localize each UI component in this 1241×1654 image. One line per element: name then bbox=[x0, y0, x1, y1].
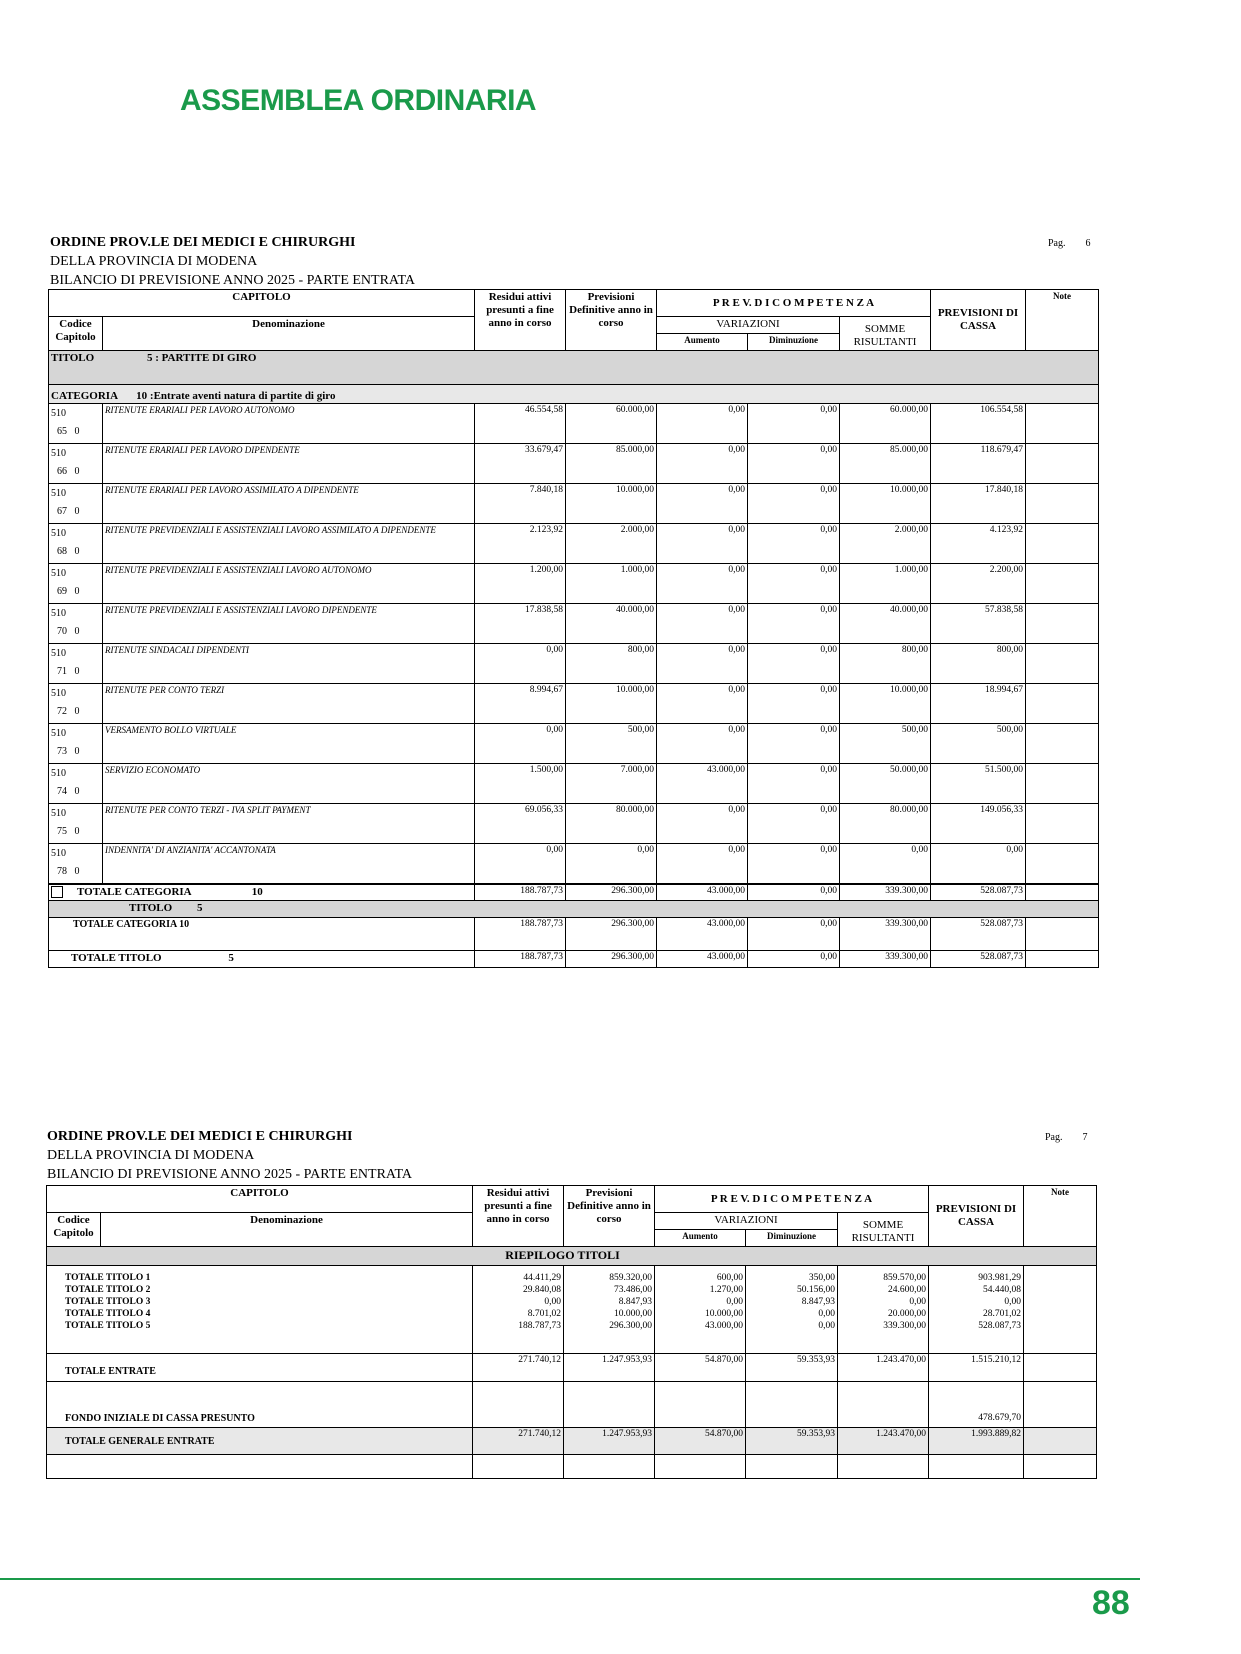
org-name: ORDINE PROV.LE DEI MEDICI E CHIRURGHI bbox=[47, 1129, 353, 1144]
titoli-labels bbox=[47, 1266, 473, 1354]
col-previsioni-def: Previsioni Definitive anno in corso bbox=[564, 1186, 655, 1247]
denominazione-cell: RITENUTE ERARIALI PER LAVORO AUTONOMO bbox=[103, 404, 475, 444]
denominazione-cell: RITENUTE ERARIALI PER LAVORO ASSIMILATO A DIPENDENTE bbox=[103, 484, 475, 524]
col-aumento: Aumento bbox=[655, 1230, 746, 1247]
codice-main: 510 bbox=[51, 688, 66, 699]
diminuzione-cell: 0,00 bbox=[748, 644, 840, 684]
fondo-label: FONDO INIZIALE DI CASSA PRESUNTO bbox=[47, 1382, 473, 1428]
tc10-residui: 188.787,73 bbox=[475, 918, 566, 951]
codice-cell bbox=[49, 604, 103, 644]
table-row bbox=[49, 484, 1099, 524]
categoria-label: CATEGORIA bbox=[51, 390, 118, 402]
titolo-total-value: 10.000,00 bbox=[705, 1309, 744, 1319]
col-prev-cassa: PREVISIONI DI CASSA bbox=[931, 290, 1026, 351]
totale-cat10-label: TOTALE CATEGORIA 10 bbox=[49, 918, 475, 951]
aumento-cell: 0,00 bbox=[657, 684, 748, 724]
somme-cell: 500,00 bbox=[840, 724, 931, 764]
codice-main: 510 bbox=[51, 408, 66, 419]
residui-cell: 17.838,58 bbox=[475, 604, 566, 644]
titoli-cassa bbox=[929, 1266, 1024, 1354]
aumento-cell: 43.000,00 bbox=[657, 764, 748, 804]
tc10-somme: 339.300,00 bbox=[840, 918, 931, 951]
tt-aum: 43.000,00 bbox=[657, 951, 748, 968]
previsioni-cell: 7.000,00 bbox=[566, 764, 657, 804]
somme-cell: 50.000,00 bbox=[840, 764, 931, 804]
note-cell bbox=[1026, 684, 1099, 724]
col-diminuzione: Diminuzione bbox=[746, 1230, 838, 1247]
note-cell bbox=[1026, 644, 1099, 684]
titolo-sub-row bbox=[49, 901, 1099, 918]
col-somme: SOMME RISULTANTI bbox=[840, 317, 931, 351]
tt-somme: 339.300,00 bbox=[840, 951, 931, 968]
page-number: 88 bbox=[1092, 1584, 1130, 1622]
tc10-prev: 296.300,00 bbox=[566, 918, 657, 951]
col-note: Note bbox=[1026, 290, 1099, 351]
note-cell bbox=[1026, 444, 1099, 484]
titolo-total-value: 188.787,73 bbox=[518, 1321, 562, 1331]
previsioni-cell: 60.000,00 bbox=[566, 404, 657, 444]
residui-cell: 46.554,58 bbox=[475, 404, 566, 444]
tc10-aum: 43.000,00 bbox=[657, 918, 748, 951]
cassa-cell: 0,00 bbox=[931, 844, 1026, 884]
note-cell bbox=[1026, 564, 1099, 604]
checkbox-icon bbox=[51, 886, 63, 898]
col-prev-cassa: PREVISIONI DI CASSA bbox=[929, 1186, 1024, 1247]
codice-sub: 78 0 bbox=[57, 866, 80, 877]
page-ref-2 bbox=[1045, 1132, 1088, 1143]
titolo-row bbox=[49, 351, 1099, 385]
titolo-total-label: TOTALE TITOLO 1 bbox=[65, 1273, 151, 1283]
totale-titolo-num: 5 bbox=[228, 952, 234, 964]
budget-table-1 bbox=[48, 289, 1099, 968]
col-denominazione: Denominazione bbox=[101, 1213, 473, 1247]
codice-cell bbox=[49, 404, 103, 444]
titolo-total-value: 296.300,00 bbox=[609, 1321, 653, 1331]
cassa-cell: 17.840,18 bbox=[931, 484, 1026, 524]
previsioni-cell: 10.000,00 bbox=[566, 684, 657, 724]
table-row bbox=[49, 684, 1099, 724]
residui-cell: 2.123,92 bbox=[475, 524, 566, 564]
titoli-aum bbox=[655, 1266, 746, 1354]
cassa-cell: 2.200,00 bbox=[931, 564, 1026, 604]
previsioni-cell: 500,00 bbox=[566, 724, 657, 764]
diminuzione-cell: 0,00 bbox=[748, 564, 840, 604]
previsioni-cell: 85.000,00 bbox=[566, 444, 657, 484]
te-cassa: 1.515.210,12 bbox=[929, 1354, 1024, 1382]
titolo-total-value: 528.087,73 bbox=[978, 1321, 1022, 1331]
tc-cassa: 528.087,73 bbox=[931, 884, 1026, 901]
previsioni-cell: 80.000,00 bbox=[566, 804, 657, 844]
titolo-label: TITOLO bbox=[51, 352, 95, 364]
riepilogo-table bbox=[46, 1185, 1097, 1479]
somme-cell: 1.000,00 bbox=[840, 564, 931, 604]
col-variazioni: VARIAZIONI bbox=[657, 317, 840, 334]
denominazione-cell: RITENUTE PER CONTO TERZI bbox=[103, 684, 475, 724]
previsioni-cell: 2.000,00 bbox=[566, 524, 657, 564]
aumento-cell: 0,00 bbox=[657, 844, 748, 884]
codice-sub: 65 0 bbox=[57, 426, 80, 437]
titolo-value: 5 : PARTITE DI GIRO bbox=[146, 352, 257, 364]
tg-dim: 59.353,93 bbox=[746, 1428, 838, 1455]
titoli-residui bbox=[473, 1266, 564, 1354]
cassa-cell: 118.679,47 bbox=[931, 444, 1026, 484]
titolo-total-value: 339.300,00 bbox=[883, 1321, 927, 1331]
residui-cell: 1.200,00 bbox=[475, 564, 566, 604]
titolo-total-value: 8.847,93 bbox=[618, 1297, 653, 1307]
footer-divider bbox=[0, 1578, 1140, 1580]
cassa-cell: 500,00 bbox=[931, 724, 1026, 764]
codice-sub: 75 0 bbox=[57, 826, 80, 837]
titoli-somme bbox=[838, 1266, 929, 1354]
titolo-total-value: 600,00 bbox=[716, 1273, 744, 1283]
diminuzione-cell: 0,00 bbox=[748, 764, 840, 804]
note-cell bbox=[1026, 524, 1099, 564]
org-name: ORDINE PROV.LE DEI MEDICI E CHIRURGHI bbox=[50, 235, 356, 250]
titoli-dim bbox=[746, 1266, 838, 1354]
somme-cell: 800,00 bbox=[840, 644, 931, 684]
residui-cell: 7.840,18 bbox=[475, 484, 566, 524]
titolo-total-value: 0,00 bbox=[818, 1309, 836, 1319]
codice-main: 510 bbox=[51, 848, 66, 859]
denominazione-cell: RITENUTE PREVIDENZIALI E ASSISTENZIALI LAVORO AUTONOMO bbox=[103, 564, 475, 604]
codice-sub: 71 0 bbox=[57, 666, 80, 677]
titolo-total-value: 20.000,00 bbox=[888, 1309, 927, 1319]
titolo-total-value: 0,00 bbox=[1004, 1297, 1022, 1307]
col-residui: Residui attivi presunti a fine anno in corso bbox=[475, 290, 566, 351]
denominazione-cell: RITENUTE SINDACALI DIPENDENTI bbox=[103, 644, 475, 684]
codice-cell bbox=[49, 444, 103, 484]
note-cell bbox=[1026, 804, 1099, 844]
tc10-dim: 0,00 bbox=[748, 918, 840, 951]
col-denominazione: Denominazione bbox=[103, 317, 475, 351]
table-row bbox=[49, 804, 1099, 844]
titolo-total-label: TOTALE TITOLO 3 bbox=[65, 1297, 151, 1307]
totale-categoria-row bbox=[49, 884, 475, 901]
aumento-cell: 0,00 bbox=[657, 604, 748, 644]
report-header-1 bbox=[50, 233, 415, 290]
somme-cell: 40.000,00 bbox=[840, 604, 931, 644]
codice-cell bbox=[49, 684, 103, 724]
te-residui: 271.740,12 bbox=[473, 1354, 564, 1382]
codice-cell bbox=[49, 644, 103, 684]
categoria-value: 10 :Entrate aventi natura di partite di giro bbox=[136, 390, 336, 402]
titolo-total-value: 43.000,00 bbox=[705, 1321, 744, 1331]
aumento-cell: 0,00 bbox=[657, 804, 748, 844]
te-prev: 1.247.953,93 bbox=[564, 1354, 655, 1382]
previsioni-cell: 0,00 bbox=[566, 844, 657, 884]
tt-dim: 0,00 bbox=[748, 951, 840, 968]
table-row bbox=[49, 524, 1099, 564]
codice-cell bbox=[49, 724, 103, 764]
codice-main: 510 bbox=[51, 448, 66, 459]
diminuzione-cell: 0,00 bbox=[748, 444, 840, 484]
titolo-total-value: 859.320,00 bbox=[609, 1273, 653, 1283]
totale-categoria-num: 10 bbox=[251, 885, 263, 898]
previsioni-cell: 40.000,00 bbox=[566, 604, 657, 644]
diminuzione-cell: 0,00 bbox=[748, 724, 840, 764]
tc-prev: 296.300,00 bbox=[566, 884, 657, 901]
table-row bbox=[49, 564, 1099, 604]
te-aum: 54.870,00 bbox=[655, 1354, 746, 1382]
codice-main: 510 bbox=[51, 488, 66, 499]
aumento-cell: 0,00 bbox=[657, 564, 748, 604]
somme-cell: 0,00 bbox=[840, 844, 931, 884]
col-previsioni-def: Previsioni Definitive anno in corso bbox=[566, 290, 657, 351]
aumento-cell: 0,00 bbox=[657, 404, 748, 444]
denominazione-cell: INDENNITA' DI ANZIANITA' ACCANTONATA bbox=[103, 844, 475, 884]
residui-cell: 0,00 bbox=[475, 644, 566, 684]
codice-main: 510 bbox=[51, 808, 66, 819]
titolo-total-value: 350,00 bbox=[808, 1273, 836, 1283]
titolo-total-value: 73.486,00 bbox=[614, 1285, 653, 1295]
fondo-cassa: 478.679,70 bbox=[929, 1382, 1024, 1428]
cassa-cell: 57.838,58 bbox=[931, 604, 1026, 644]
somme-cell: 85.000,00 bbox=[840, 444, 931, 484]
note-cell bbox=[1026, 724, 1099, 764]
cassa-cell: 106.554,58 bbox=[931, 404, 1026, 444]
totale-titolo-label: TOTALE TITOLO bbox=[71, 952, 162, 964]
riepilogo-label: RIEPILOGO TITOLI bbox=[47, 1247, 1097, 1266]
tg-somme: 1.243.470,00 bbox=[838, 1428, 929, 1455]
diminuzione-cell: 0,00 bbox=[748, 804, 840, 844]
denominazione-cell: RITENUTE ERARIALI PER LAVORO DIPENDENTE bbox=[103, 444, 475, 484]
codice-cell bbox=[49, 844, 103, 884]
titolo-total-value: 8.701,02 bbox=[527, 1309, 562, 1319]
totale-titolo-row bbox=[49, 951, 475, 968]
totale-generale-label: TOTALE GENERALE ENTRATE bbox=[47, 1428, 473, 1455]
report-header-2 bbox=[47, 1127, 412, 1184]
tc-aum: 43.000,00 bbox=[657, 884, 748, 901]
note-cell bbox=[1026, 604, 1099, 644]
codice-sub: 73 0 bbox=[57, 746, 80, 757]
titolo-total-value: 0,00 bbox=[544, 1297, 562, 1307]
col-codice: Codice Capitolo bbox=[49, 317, 103, 351]
denominazione-cell: SERVIZIO ECONOMATO bbox=[103, 764, 475, 804]
codice-main: 510 bbox=[51, 648, 66, 659]
codice-cell bbox=[49, 764, 103, 804]
te-dim: 59.353,93 bbox=[746, 1354, 838, 1382]
codice-main: 510 bbox=[51, 568, 66, 579]
report-title: BILANCIO DI PREVISIONE ANNO 2025 - PARTE ENTRATA bbox=[47, 1167, 413, 1182]
titolo-total-value: 1.270,00 bbox=[709, 1285, 744, 1295]
te-somme: 1.243.470,00 bbox=[838, 1354, 929, 1382]
codice-main: 510 bbox=[51, 768, 66, 779]
titoli-prev bbox=[564, 1266, 655, 1354]
codice-main: 510 bbox=[51, 728, 66, 739]
denominazione-cell: VERSAMENTO BOLLO VIRTUALE bbox=[103, 724, 475, 764]
tt-cassa: 528.087,73 bbox=[931, 951, 1026, 968]
table-row bbox=[49, 724, 1099, 764]
col-diminuzione: Diminuzione bbox=[748, 334, 840, 351]
col-prev-competenza: P R E V. D I C O M P E T E N Z A bbox=[657, 290, 931, 317]
col-aumento: Aumento bbox=[657, 334, 748, 351]
cassa-cell: 18.994,67 bbox=[931, 684, 1026, 724]
budget-rows bbox=[49, 404, 1099, 884]
diminuzione-cell: 0,00 bbox=[748, 604, 840, 644]
cassa-cell: 51.500,00 bbox=[931, 764, 1026, 804]
diminuzione-cell: 0,00 bbox=[748, 484, 840, 524]
diminuzione-cell: 0,00 bbox=[748, 684, 840, 724]
somme-cell: 80.000,00 bbox=[840, 804, 931, 844]
codice-main: 510 bbox=[51, 528, 66, 539]
col-capitolo: CAPITOLO bbox=[49, 290, 475, 317]
titolo-sub-num: 5 bbox=[196, 902, 203, 914]
titolo-total-value: 903.981,29 bbox=[978, 1273, 1022, 1283]
codice-cell bbox=[49, 564, 103, 604]
previsioni-cell: 10.000,00 bbox=[566, 484, 657, 524]
cassa-cell: 149.056,33 bbox=[931, 804, 1026, 844]
codice-sub: 72 0 bbox=[57, 706, 80, 717]
col-codice: Codice Capitolo bbox=[47, 1213, 101, 1247]
titolo-sub-label: TITOLO bbox=[129, 902, 173, 914]
titolo-total-label: TOTALE TITOLO 5 bbox=[65, 1321, 151, 1331]
table-row bbox=[49, 764, 1099, 804]
codice-main: 510 bbox=[51, 608, 66, 619]
aumento-cell: 0,00 bbox=[657, 644, 748, 684]
col-capitolo: CAPITOLO bbox=[47, 1186, 473, 1213]
residui-cell: 69.056,33 bbox=[475, 804, 566, 844]
titolo-total-value: 44.411,29 bbox=[523, 1273, 562, 1283]
residui-cell: 1.500,00 bbox=[475, 764, 566, 804]
residui-cell: 33.679,47 bbox=[475, 444, 566, 484]
tc-somme: 339.300,00 bbox=[840, 884, 931, 901]
titolo-total-value: 0,00 bbox=[909, 1297, 927, 1307]
codice-sub: 66 0 bbox=[57, 466, 80, 477]
previsioni-cell: 1.000,00 bbox=[566, 564, 657, 604]
page-ref-1 bbox=[1048, 238, 1091, 249]
report-title: BILANCIO DI PREVISIONE ANNO 2025 - PARTE ENTRATA bbox=[50, 273, 416, 288]
diminuzione-cell: 0,00 bbox=[748, 524, 840, 564]
table-row bbox=[49, 444, 1099, 484]
codice-cell bbox=[49, 484, 103, 524]
table-row bbox=[49, 404, 1099, 444]
codice-sub: 69 0 bbox=[57, 586, 80, 597]
cassa-cell: 4.123,92 bbox=[931, 524, 1026, 564]
titolo-total-value: 50.156,00 bbox=[797, 1285, 836, 1295]
titolo-total-value: 0,00 bbox=[818, 1321, 836, 1331]
titolo-total-value: 29.840,08 bbox=[523, 1285, 562, 1295]
tg-prev: 1.247.953,93 bbox=[564, 1428, 655, 1455]
titolo-total-value: 859.570,00 bbox=[883, 1273, 927, 1283]
totale-entrate-label: TOTALE ENTRATE bbox=[47, 1354, 473, 1382]
somme-cell: 10.000,00 bbox=[840, 684, 931, 724]
page-title: ASSEMBLEA ORDINARIA bbox=[180, 84, 537, 117]
aumento-cell: 0,00 bbox=[657, 724, 748, 764]
col-note: Note bbox=[1024, 1186, 1097, 1247]
table-row bbox=[49, 604, 1099, 644]
tg-aum: 54.870,00 bbox=[655, 1428, 746, 1455]
note-cell bbox=[1026, 764, 1099, 804]
codice-sub: 70 0 bbox=[57, 626, 80, 637]
titolo-total-value: 10.000,00 bbox=[614, 1309, 653, 1319]
titolo-total-value: 0,00 bbox=[726, 1297, 744, 1307]
titolo-total-label: TOTALE TITOLO 2 bbox=[65, 1285, 151, 1295]
codice-sub: 68 0 bbox=[57, 546, 80, 557]
previsioni-cell: 800,00 bbox=[566, 644, 657, 684]
table-row bbox=[49, 844, 1099, 884]
categoria-row bbox=[49, 385, 1099, 404]
org-province: DELLA PROVINCIA DI MODENA bbox=[50, 254, 258, 269]
aumento-cell: 0,00 bbox=[657, 484, 748, 524]
pag-number: 6 bbox=[1085, 238, 1091, 249]
org-province: DELLA PROVINCIA DI MODENA bbox=[47, 1148, 255, 1163]
titolo-total-value: 54.440,08 bbox=[983, 1285, 1022, 1295]
note-cell bbox=[1026, 844, 1099, 884]
pag-number: 7 bbox=[1082, 1132, 1088, 1143]
codice-sub: 74 0 bbox=[57, 786, 80, 797]
denominazione-cell: RITENUTE PREVIDENZIALI E ASSISTENZIALI LAVORO DIPENDENTE bbox=[103, 604, 475, 644]
col-residui: Residui attivi presunti a fine anno in corso bbox=[473, 1186, 564, 1247]
denominazione-cell: RITENUTE PER CONTO TERZI - IVA SPLIT PAYMENT bbox=[103, 804, 475, 844]
pag-label: Pag. bbox=[1045, 1132, 1063, 1143]
cassa-cell: 800,00 bbox=[931, 644, 1026, 684]
aumento-cell: 0,00 bbox=[657, 524, 748, 564]
tc10-cassa: 528.087,73 bbox=[931, 918, 1026, 951]
tc-dim: 0,00 bbox=[748, 884, 840, 901]
denominazione-cell: RITENUTE PREVIDENZIALI E ASSISTENZIALI LAVORO ASSIMILATO A DIPENDENTE bbox=[103, 524, 475, 564]
table-row bbox=[49, 644, 1099, 684]
col-somme: SOMME RISULTANTI bbox=[838, 1213, 929, 1247]
tg-cassa: 1.993.889,82 bbox=[929, 1428, 1024, 1455]
codice-cell bbox=[49, 804, 103, 844]
tg-residui: 271.740,12 bbox=[473, 1428, 564, 1455]
codice-cell bbox=[49, 524, 103, 564]
col-variazioni: VARIAZIONI bbox=[655, 1213, 838, 1230]
codice-sub: 67 0 bbox=[57, 506, 80, 517]
diminuzione-cell: 0,00 bbox=[748, 844, 840, 884]
aumento-cell: 0,00 bbox=[657, 444, 748, 484]
note-cell bbox=[1026, 484, 1099, 524]
tt-residui: 188.787,73 bbox=[475, 951, 566, 968]
titolo-total-value: 28.701,02 bbox=[983, 1309, 1022, 1319]
titolo-total-value: 8.847,93 bbox=[801, 1297, 836, 1307]
residui-cell: 0,00 bbox=[475, 844, 566, 884]
titolo-total-value: 24.600,00 bbox=[888, 1285, 927, 1295]
totale-categoria-label: TOTALE CATEGORIA bbox=[77, 885, 192, 898]
somme-cell: 60.000,00 bbox=[840, 404, 931, 444]
residui-cell: 8.994,67 bbox=[475, 684, 566, 724]
col-prev-competenza: P R E V. D I C O M P E T E N Z A bbox=[655, 1186, 929, 1213]
somme-cell: 2.000,00 bbox=[840, 524, 931, 564]
diminuzione-cell: 0,00 bbox=[748, 404, 840, 444]
tt-prev: 296.300,00 bbox=[566, 951, 657, 968]
pag-label: Pag. bbox=[1048, 238, 1066, 249]
residui-cell: 0,00 bbox=[475, 724, 566, 764]
note-cell bbox=[1026, 404, 1099, 444]
titolo-total-label: TOTALE TITOLO 4 bbox=[65, 1309, 151, 1319]
somme-cell: 10.000,00 bbox=[840, 484, 931, 524]
tc-residui: 188.787,73 bbox=[475, 884, 566, 901]
